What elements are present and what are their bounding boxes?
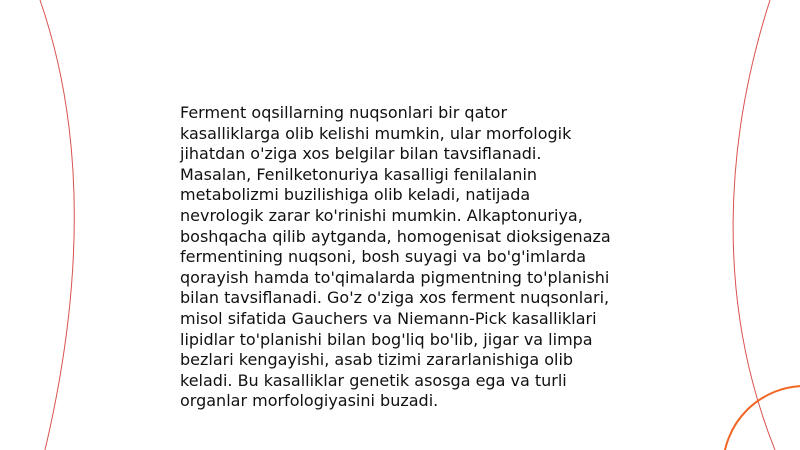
left-curve-line [40,0,74,450]
body-paragraph: Ferment oqsillarning nuqsonlari bir qator kasalliklarga olib kelishi mumkin, ular morfologik jihatdan o'ziga xos belgilar bilan tavsiflanadi. Masalan, Fenilketonuriya kasalligi fenilalanin metabolizmi buzilishiga olib keladi, natijada nevrologik zarar ko'rinishi mumkin. Alkaptonuriya, boshqacha qilib aytganda, homogenisat dioksigenaza fermentining nuqsoni, bosh suyagi va bo'g'imlarda qorayish hamda to'qimalarda pigmentning to'planishi bilan tavsiflanadi. Go'z o'ziga xos ferment nuqsonlari, misol sifatida Gauchers va Niemann-Pick kasalliklari lipidlar to'planishi bilan bog'liq bo'lib, jigar va limpa bezlari kengayishi, asab tizimi zararlanishiga olib keladi. Bu kasalliklar genetik asosga ega va turli organlar morfologiyasini buzadi. [180,103,611,411]
orange-arc [723,386,800,450]
right-curve-line [733,0,775,450]
